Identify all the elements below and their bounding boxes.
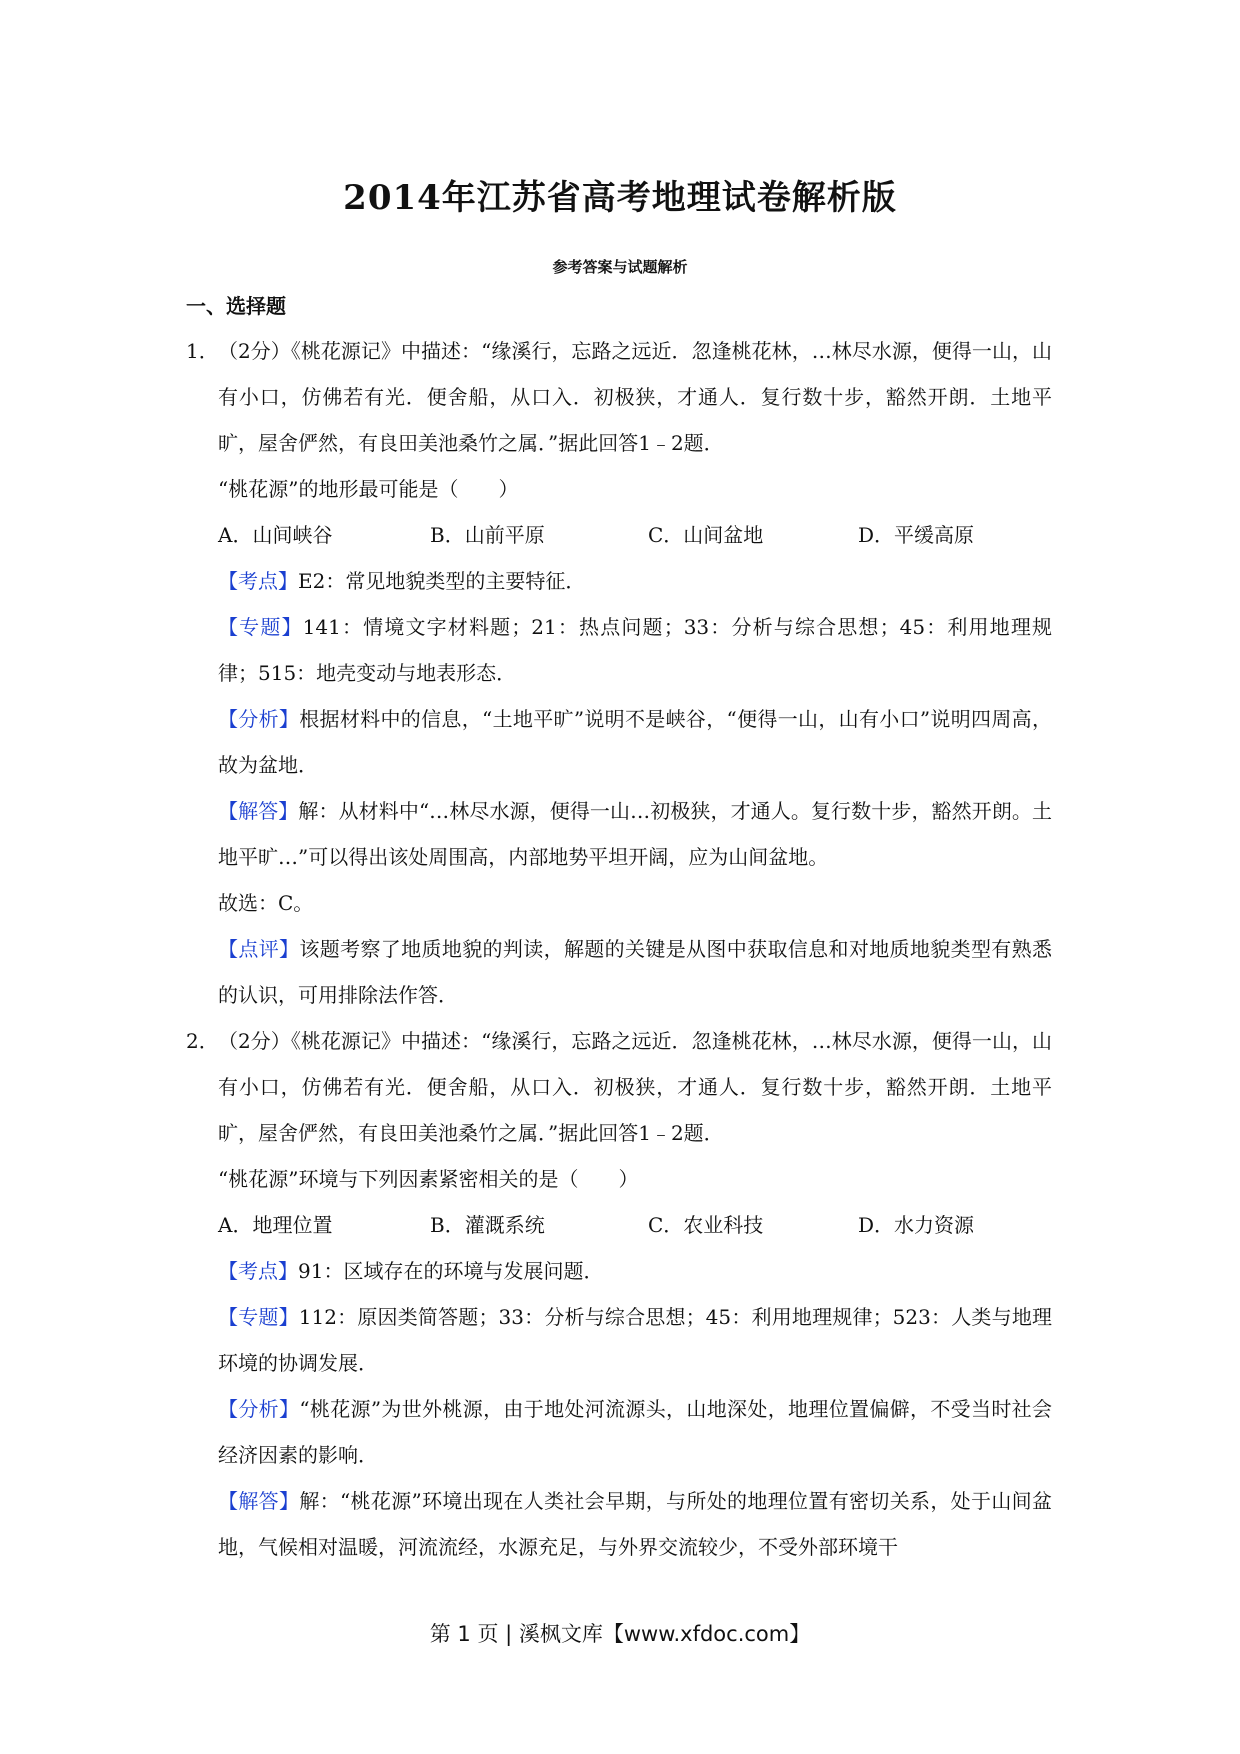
options-row — [186, 1202, 1052, 1248]
jieda-tag: 【解答】 — [218, 799, 299, 823]
fenxi-line — [186, 696, 1052, 788]
answer-choice: 故选：C。 — [218, 891, 314, 915]
zhuanti-tag: 【专题】 — [218, 615, 303, 639]
kaodian-tag: 【考点】 — [218, 1259, 298, 1283]
zhuanti-tag: 【专题】 — [218, 1305, 299, 1329]
zhuanti-text: 112：原因类简答题；33：分析与综合思想；45：利用地理规律；523：人类与地理环境的协调发展． — [218, 1305, 1053, 1375]
jieda-tag: 【解答】 — [218, 1489, 300, 1513]
question-stem: “桃花源”环境与下列因素紧密相关的是（ ） — [218, 1167, 639, 1191]
kaodian-tag: 【考点】 — [218, 569, 298, 593]
fenxi-tag: 【分析】 — [218, 707, 300, 731]
fenxi-text: 根据材料中的信息，“土地平旷”说明不是峡谷，“便得一山，山有小口”说明四周高，故为盆地． — [218, 707, 1052, 777]
kaodian-text: 91：区域存在的环境与发展问题． — [298, 1259, 604, 1283]
zhuanti-line — [186, 604, 1052, 696]
kaodian-line — [186, 558, 1052, 604]
options-row — [186, 512, 1052, 558]
question-1 — [186, 328, 1052, 466]
section-heading: 一、选择题 — [186, 294, 286, 318]
option-b: B．灌溉系统 — [430, 1213, 545, 1237]
fenxi-line — [186, 1386, 1052, 1478]
zhuanti-text: 141：情境文字材料题；21：热点问题；33：分析与综合思想；45：利用地理规律；515：地壳变动与地表形态． — [218, 615, 1053, 685]
question-text: （2分）《桃花源记》中描述：“缘溪行，忘路之远近．忽逢桃花林，…林尽水源，便得一山，山有小口，仿佛若有光．便舍船，从口入．初极狭，才通人．复行数十步，豁然开朗．土地平旷，屋舍俨然，有良田美池桑竹之属．”据此回答1﹣2题． — [218, 339, 1052, 455]
dianping-text: 该题考察了地质地貌的判读，解题的关键是从图中获取信息和对地质地貌类型有熟悉的认识，可用排除法作答． — [218, 937, 1053, 1007]
page-footer: 第 1 页 | 溪枫文库【www.xfdoc.com】 — [429, 1622, 811, 1646]
option-c: C．农业科技 — [648, 1213, 764, 1237]
question-number: 2． — [186, 1029, 219, 1053]
question-2 — [186, 1018, 1052, 1156]
zhuanti-line — [186, 1294, 1052, 1386]
question-stem: “桃花源”的地形最可能是（ ） — [218, 477, 519, 501]
option-d: D．平缓高原 — [858, 523, 975, 547]
option-d: D．水力资源 — [858, 1213, 975, 1237]
kaodian-line — [186, 1248, 1052, 1294]
jieda-line — [186, 1478, 1052, 1570]
jieda-text: 解：“桃花源”环境出现在人类社会早期，与所处的地理位置有密切关系，处于山间盆地，气候相对温暖，河流流经，水源充足，与外界交流较少，不受外部环境干 — [218, 1489, 1053, 1559]
kaodian-text: E2：常见地貌类型的主要特征． — [298, 569, 586, 593]
option-a: A．山间峡谷 — [218, 523, 333, 547]
question-number: 1． — [186, 339, 219, 363]
fenxi-text: “桃花源”为世外桃源，由于地处河流源头，山地深处，地理位置偏僻，不受当时社会经济因素的影响． — [218, 1397, 1053, 1467]
dianping-line — [186, 926, 1052, 1018]
dianping-tag: 【点评】 — [218, 937, 300, 961]
questions-content — [186, 328, 1052, 1570]
jieda-text: 解：从材料中“…林尽水源，便得一山…初极狭，才通人。复行数十步，豁然开朗。土地平旷…”可以得出该处周围高，内部地势平坦开阔，应为山间盆地。 — [218, 799, 1053, 869]
question-text: （2分）《桃花源记》中描述：“缘溪行，忘路之远近．忽逢桃花林，…林尽水源，便得一山，山有小口，仿佛若有光．便舍船，从口入．初极狭，才通人．复行数十步，豁然开朗．土地平旷，屋舍俨然，有良田美池桑竹之属．”据此回答1﹣2题． — [218, 1029, 1052, 1145]
fenxi-tag: 【分析】 — [218, 1397, 300, 1421]
page-title: 2014年江苏省高考地理试卷解析版 — [343, 178, 897, 218]
page-subtitle: 参考答案与试题解析 — [552, 258, 688, 276]
jieda-line — [186, 788, 1052, 880]
option-a: A．地理位置 — [218, 1213, 333, 1237]
option-b: B．山前平原 — [430, 523, 545, 547]
option-c: C．山间盆地 — [648, 523, 764, 547]
